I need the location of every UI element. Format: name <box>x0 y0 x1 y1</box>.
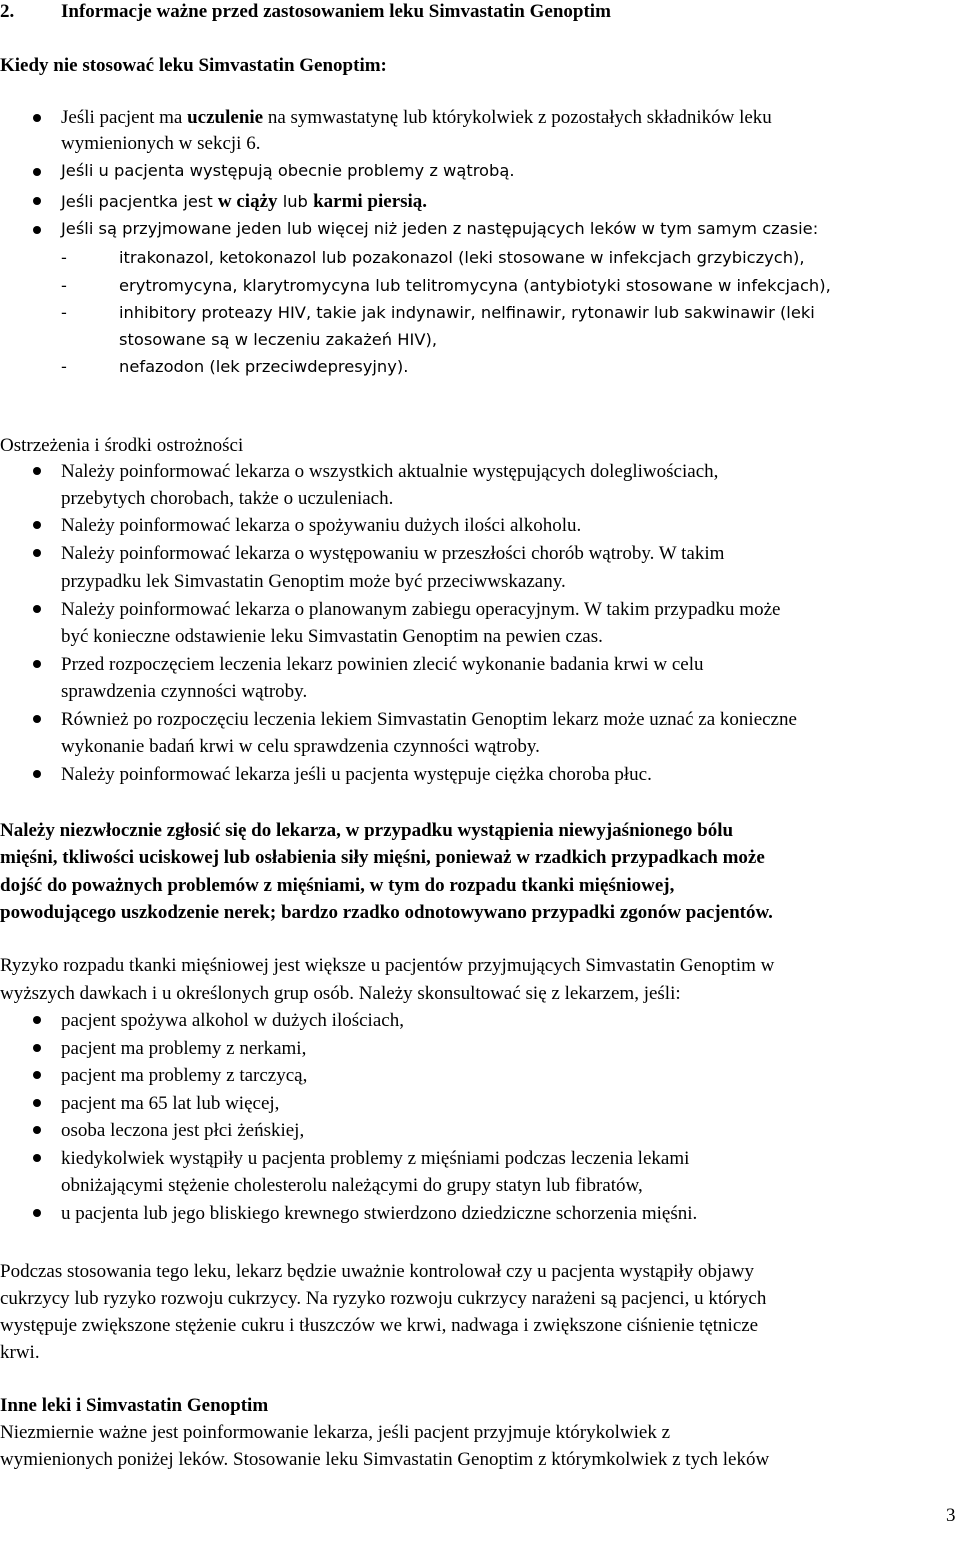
risk-item-statins-line2: obniżającymi stężenie cholesterolu należącymi do grupy statyn lub fibratów, <box>61 1175 643 1196</box>
bullet-icon <box>33 1044 41 1052</box>
risk-item-kidneys: pacjent ma problemy z nerkami, <box>61 1038 307 1059</box>
contra-dash-hiv: inhibitory proteazy HIV, takie jak indynawir, nelfinawir, rytonawir lub sakwinawir (leki <box>119 303 815 322</box>
muscle-notice-line2: mięśni, tkliwości uciskowej lub osłabienia siły mięśni, ponieważ w rzadkich przypadkach może <box>0 847 765 868</box>
other-drugs-heading: Inne leki i Simvastatin Genoptim <box>0 1395 269 1416</box>
muscle-notice-line1: Należy niezwłocznie zgłosić się do lekarza, w przypadku wystąpienia niewyjaśnionego bólu <box>0 820 734 841</box>
contra-item-interactions: Jeśli są przyjmowane jeden lub więcej niż jeden z następujących leków w tym samym czasie: <box>61 219 819 238</box>
diabetes-line4: krwi. <box>0 1342 40 1363</box>
risk-item-female: osoba leczona jest płci żeńskiej, <box>61 1120 305 1141</box>
dash-marker: - <box>61 303 67 322</box>
warning-item-6-line2: wykonanie badań krwi w celu sprawdzenia czynności wątroby. <box>61 736 540 757</box>
bullet-icon <box>33 114 41 122</box>
contra-item-allergy-line2: wymienionych w sekcji 6. <box>61 133 261 154</box>
diabetes-line1: Podczas stosowania tego leku, lekarz będzie uważnie kontrolował czy u pacjenta wystąpiły objawy <box>0 1261 754 1282</box>
risk-intro-line1: Ryzyko rozpadu tkanki mięśniowej jest większe u pacjentów przyjmujących Simvastatin Genoptim w <box>0 955 775 976</box>
warning-item-4: Należy poinformować lekarza o planowanym zabiegu operacyjnym. W takim przypadku może <box>61 599 781 620</box>
contra-item-allergy <box>61 108 772 127</box>
warning-item-3: Należy poinformować lekarza o występowaniu w przeszłości chorób wątroby. W takim <box>61 543 725 564</box>
warning-item-5-line2: sprawdzenia czynności wątroby. <box>61 681 308 702</box>
warnings-heading: Ostrzeżenia i środki ostrożności <box>0 435 244 456</box>
bullet-icon <box>33 467 41 475</box>
contra-item-pregnancy <box>61 192 427 211</box>
bullet-icon <box>33 521 41 529</box>
section-title: Informacje ważne przed zastosowaniem leku Simvastatin Genoptim <box>61 1 611 22</box>
warning-item-1: Należy poinformować lekarza o wszystkich aktualnie występujących dolegliwościach, <box>61 461 719 482</box>
contra-dash-nefazodone: nefazodon (lek przeciwdepresyjny). <box>119 357 409 376</box>
contraindications-heading: Kiedy nie stosować leku Simvastatin Genoptim: <box>0 55 387 76</box>
bullet-icon <box>33 1154 41 1162</box>
text: Jeśli pacjent ma <box>61 107 188 128</box>
other-drugs-line1: Niezmiernie ważne jest poinformowanie lekarza, jeśli pacjent przyjmuje którykolwiek z <box>0 1422 671 1443</box>
risk-intro-line2: wyższych dawkach i u określonych grup osób. Należy skonsultować się z lekarzem, jeśli: <box>0 983 681 1004</box>
text: lub <box>277 192 314 211</box>
warning-item-3-line2: przypadku lek Simvastatin Genoptim może być przeciwwskazany. <box>61 571 566 592</box>
bullet-icon <box>33 770 41 778</box>
risk-item-thyroid: pacjent ma problemy z tarczycą, <box>61 1065 308 1086</box>
pregnancy-bold: w ciąży <box>217 191 278 212</box>
breastfeeding-bold: karmi piersią. <box>313 191 428 212</box>
section-number: 2. <box>0 1 15 22</box>
diabetes-line3: występuje zwiększone stężenie cukru i tłuszczów we krwi, nadwaga i zwiększone ciśnienie tętnicze <box>0 1315 759 1336</box>
dash-marker: - <box>61 357 67 376</box>
muscle-notice-line3: dojść do poważnych problemów z mięśniami, w tym do rozpadu tkanki mięśniowej, <box>0 875 675 896</box>
risk-item-alcohol: pacjent spożywa alkohol w dużych ilościach, <box>61 1010 404 1031</box>
risk-item-statins: kiedykolwiek wystąpiły u pacjenta problemy z mięśniami podczas leczenia lekami <box>61 1148 690 1169</box>
other-drugs-line2: wymienionych poniżej leków. Stosowanie leku Simvastatin Genoptim z którymkolwiek z tych leków <box>0 1449 770 1470</box>
warning-item-5: Przed rozpoczęciem leczenia lekarz powinien zlecić wykonanie badania krwi w celu <box>61 654 704 675</box>
diabetes-line2: cukrzycy lub ryzyko rozwoju cukrzycy. Na ryzyko rozwoju cukrzycy narażeni są pacjenci, u których <box>0 1288 767 1309</box>
bullet-icon <box>33 605 41 613</box>
risk-item-hereditary: u pacjenta lub jego bliskiego krewnego stwierdzono dziedziczne schorzenia mięśni. <box>61 1203 698 1224</box>
contra-dash-antibiotics: erytromycyna, klarytromycyna lub telitromycyna (antybiotyki stosowane w infekcjach), <box>119 276 831 295</box>
contra-dash-hiv-line2: stosowane są w leczeniu zakażeń HIV), <box>119 330 438 349</box>
warning-item-2: Należy poinformować lekarza o spożywaniu dużych ilości alkoholu. <box>61 515 582 536</box>
page-number: 3 <box>946 1505 956 1526</box>
muscle-notice-line4: powodującego uszkodzenie nerek; bardzo rzadko odnotowywano przypadki zgonów pacjentów. <box>0 902 773 923</box>
bullet-icon <box>33 197 41 205</box>
bullet-icon <box>33 1071 41 1079</box>
contra-dash-antifungal: itrakonazol, ketokonazol lub pozakonazol (leki stosowane w infekcjach grzybiczych), <box>119 248 805 267</box>
bullet-icon <box>33 1099 41 1107</box>
bullet-icon <box>33 660 41 668</box>
warning-item-6: Również po rozpoczęciu leczenia lekiem Simvastatin Genoptim lekarz może uznać za konieczne <box>61 709 797 730</box>
dash-marker: - <box>61 276 67 295</box>
bullet-icon <box>33 168 41 176</box>
risk-item-age: pacjent ma 65 lat lub więcej, <box>61 1093 280 1114</box>
text: Jeśli pacjentka jest <box>61 192 218 211</box>
bullet-icon <box>33 1016 41 1024</box>
warning-item-4-line2: być konieczne odstawienie leku Simvastatin Genoptim na pewien czas. <box>61 626 603 647</box>
warning-item-7: Należy poinformować lekarza jeśli u pacjenta występuje ciężka choroba płuc. <box>61 764 652 785</box>
dash-marker: - <box>61 248 67 267</box>
bullet-icon <box>33 1126 41 1134</box>
bullet-icon <box>33 549 41 557</box>
bullet-icon <box>33 715 41 723</box>
text: na symwastatynę lub którykolwiek z pozostałych składników leku <box>263 107 772 128</box>
bullet-icon <box>33 1209 41 1217</box>
contra-item-liver: Jeśli u pacjenta występują obecnie problemy z wątrobą. <box>61 161 515 180</box>
allergy-bold: uczulenie <box>187 107 264 128</box>
bullet-icon <box>33 226 41 234</box>
warning-item-1-line2: przebytych chorobach, także o uczuleniach. <box>61 488 394 509</box>
